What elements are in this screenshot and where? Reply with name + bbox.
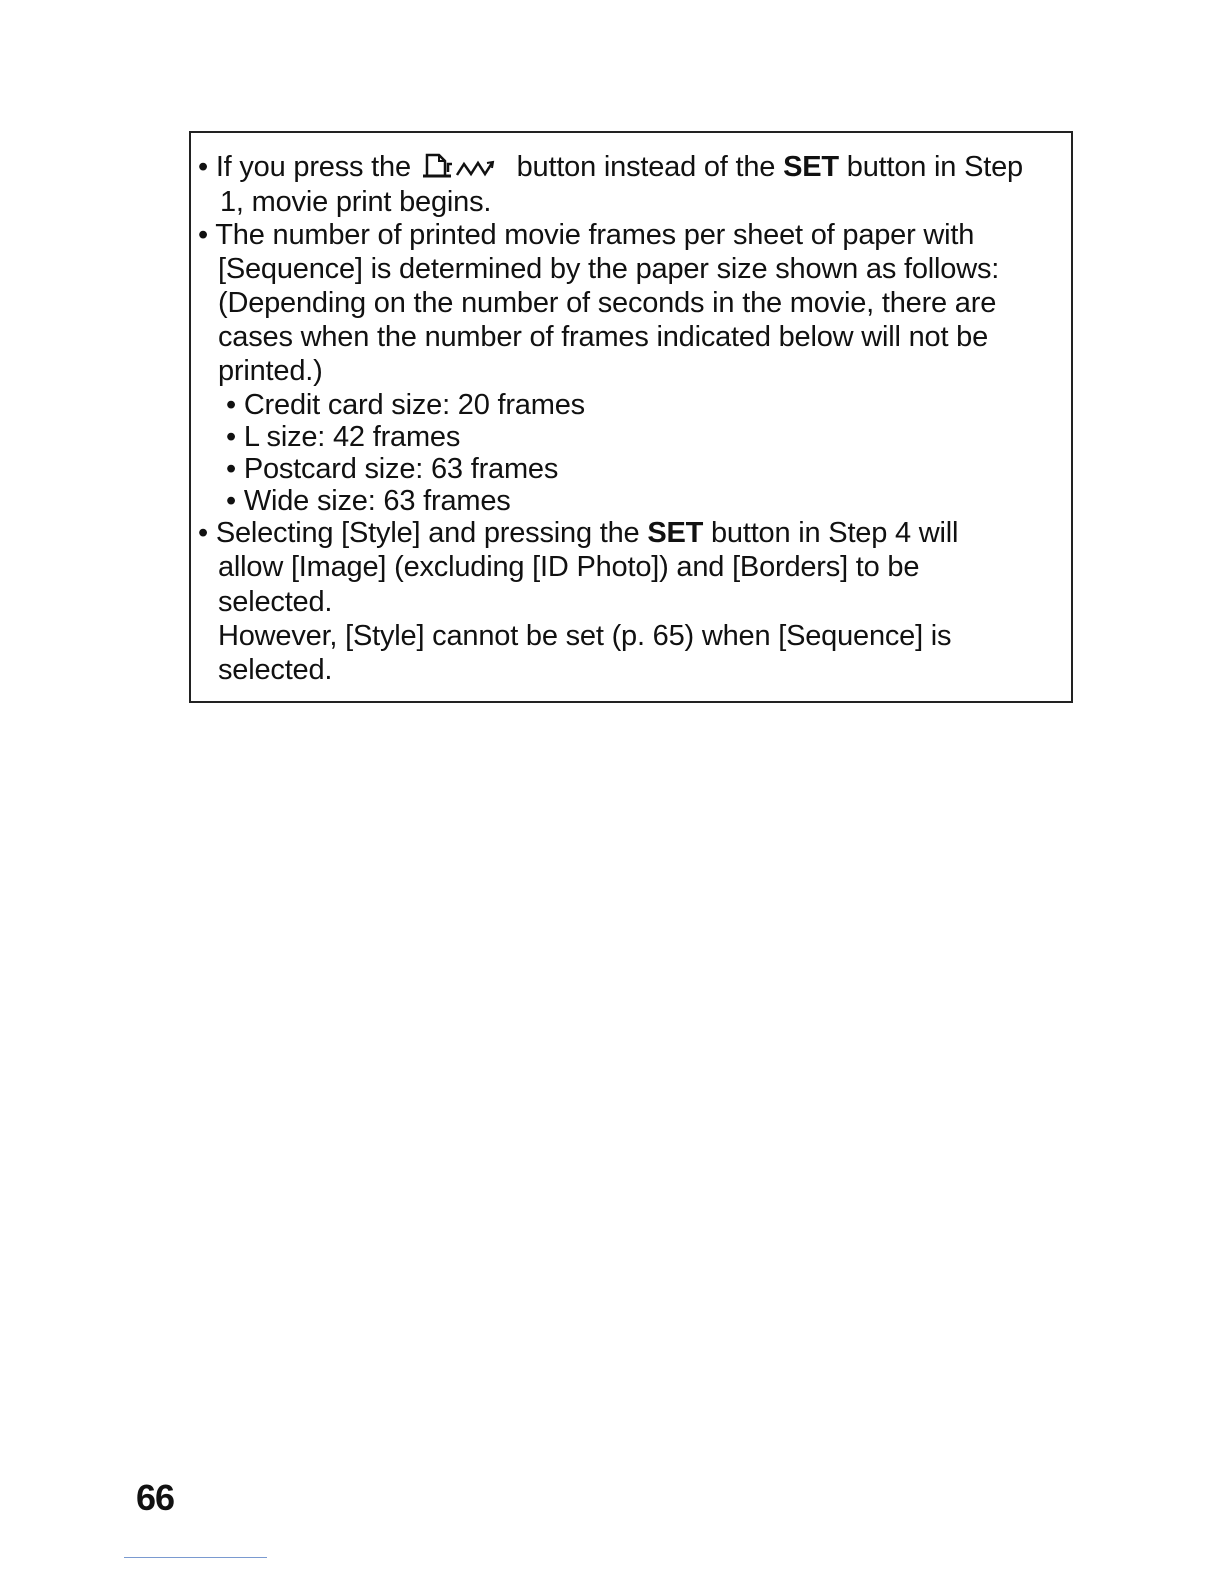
size-text: Wide size: 63 frames (243, 485, 511, 517)
footer-rule (124, 1557, 267, 1558)
note-item-3-line-4: However, [Style] cannot be set (p. 65) when [Sequence] is (218, 620, 952, 652)
bullet: • (198, 219, 208, 251)
size-item-postcard (226, 452, 558, 486)
note-item-3-line-1 (198, 516, 958, 550)
size-item-wide (226, 484, 511, 518)
size-text: Postcard size: 63 frames (243, 453, 559, 485)
set-label: SET (783, 151, 839, 183)
page-number: 66 (136, 1477, 175, 1518)
note-item-2-line-4: cases when the number of frames indicated below will not be (218, 321, 989, 353)
size-text: L size: 42 frames (243, 421, 461, 453)
bullet: • (198, 151, 208, 183)
note-text: button in Step 4 will (710, 517, 959, 549)
bullet: • (226, 421, 236, 453)
note-item-2-line-1 (198, 218, 974, 252)
note-item-2-line-2: [Sequence] is determined by the paper size shown as follows: (218, 253, 1000, 285)
note-item-1-line-1 (198, 150, 1023, 188)
note-item-2-line-3: (Depending on the number of seconds in the movie, there are (218, 287, 997, 319)
bullet: • (226, 485, 236, 517)
note-text: If you press the (215, 151, 411, 183)
note-text: button in Step (846, 151, 1023, 183)
note-item-2-line-5: printed.) (218, 355, 323, 387)
note-text: button instead of the (516, 151, 776, 183)
print-share-movie-icon (421, 150, 507, 188)
note-text: Selecting [Style] and pressing the (215, 517, 640, 549)
bullet: • (226, 389, 236, 421)
size-item-credit-card (226, 388, 585, 422)
set-label: SET (647, 517, 704, 549)
note-item-1-line-2: 1, movie print begins. (220, 186, 492, 218)
note-item-3-line-3: selected. (218, 586, 333, 618)
note-item-3-line-5: selected. (218, 654, 333, 686)
size-text: Credit card size: 20 frames (243, 389, 585, 421)
note-item-3-line-2: allow [Image] (excluding [ID Photo]) and [Borders] to be (218, 551, 920, 583)
bullet: • (198, 517, 208, 549)
bullet: • (226, 453, 236, 485)
note-text: The number of printed movie frames per sheet of paper with (215, 219, 975, 251)
size-item-l (226, 420, 460, 454)
